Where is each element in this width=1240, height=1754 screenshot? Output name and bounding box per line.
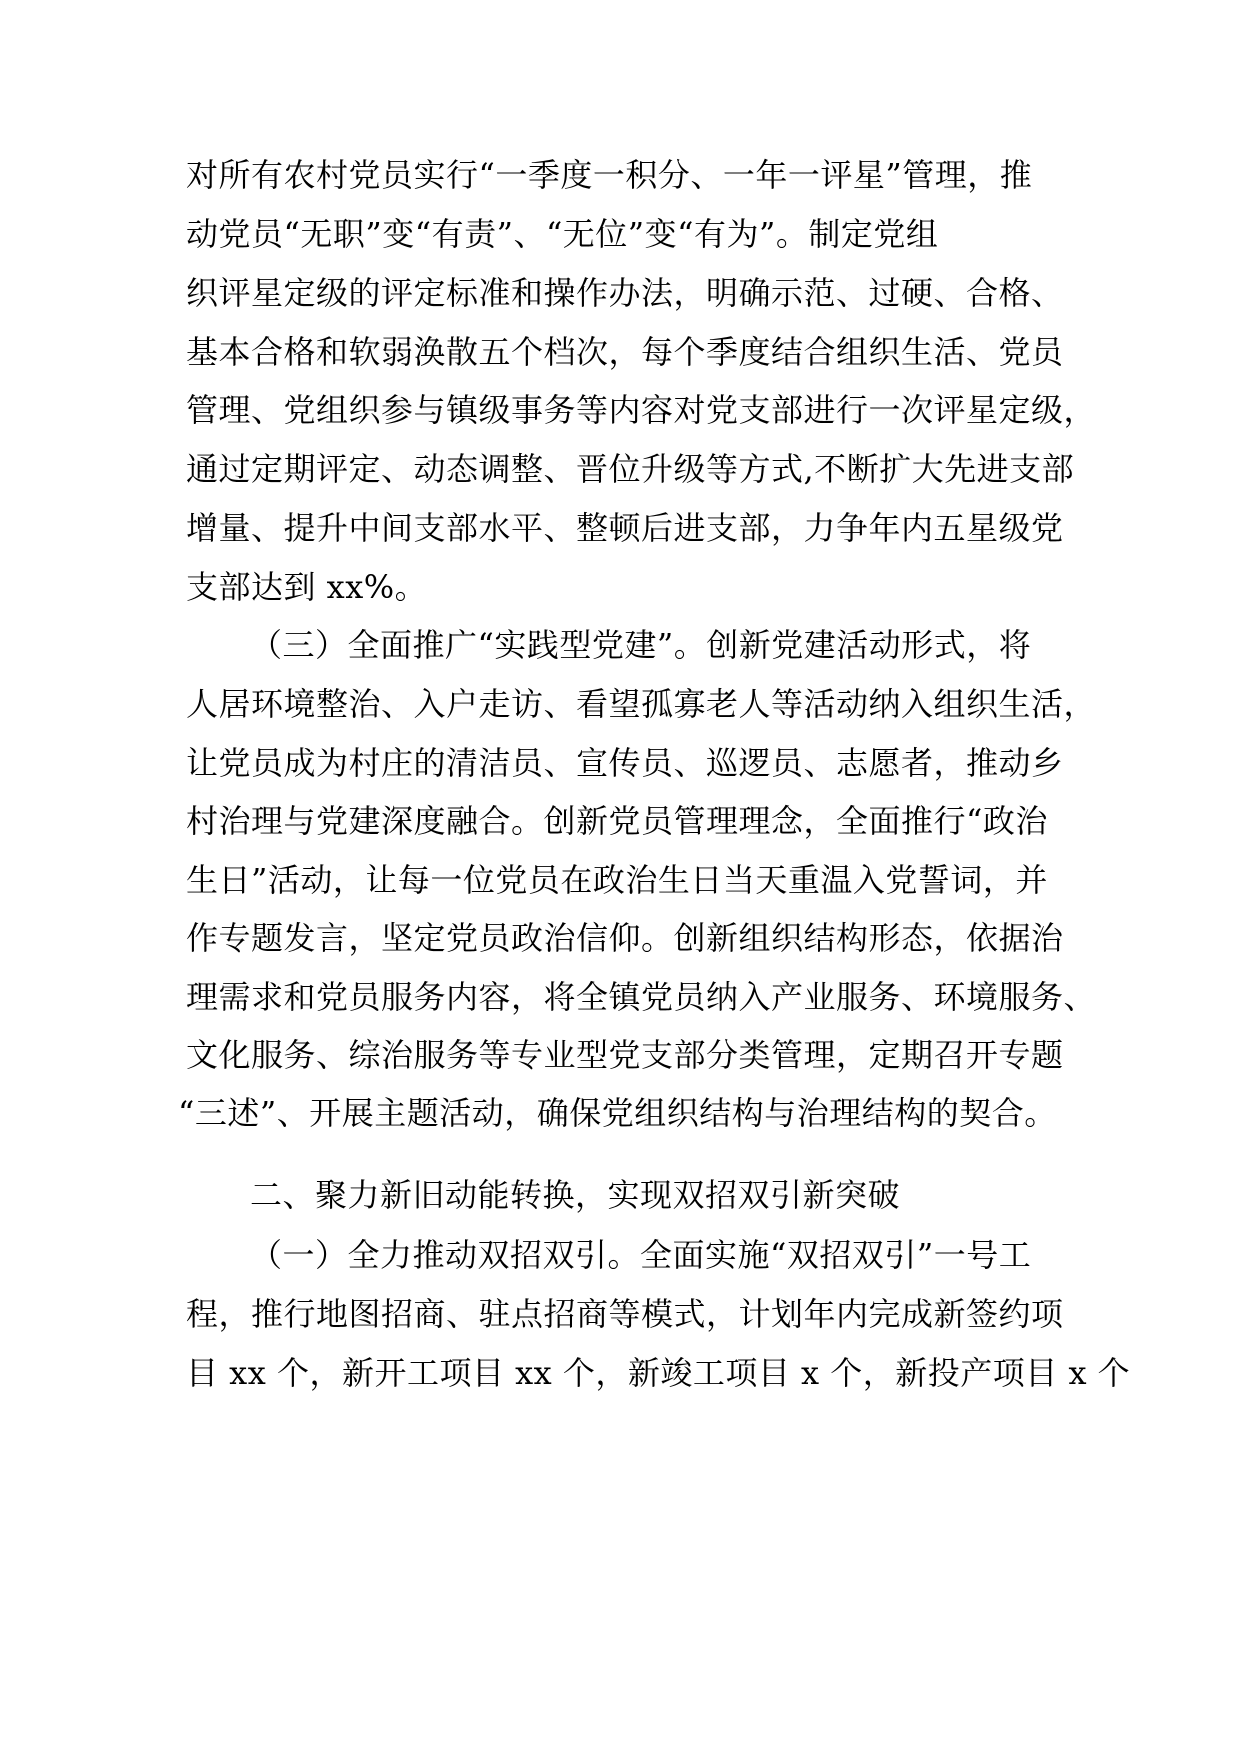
text-line: 通过定期评定、动态调整、晋位升级等方式,不断扩大先进支部: [186, 450, 1075, 488]
text-line: 文化服务、综治服务等专业型党支部分类管理，定期召开专题: [186, 1036, 1064, 1074]
text-line: （三）全面推广“实践型党建”。创新党建活动形式，将: [250, 626, 1032, 664]
text-line: （一）全力推动双招双引。全面实施“双招双引”一号工: [250, 1236, 1032, 1274]
text-line: 基本合格和软弱涣散五个档次，每个季度结合组织生活、党员: [186, 333, 1064, 371]
text-line: 增量、提升中间支部水平、整顿后进支部，力争年内五星级党: [186, 509, 1064, 547]
text-line: 人居环境整治、入户走访、看望孤寡老人等活动纳入组织生活，: [186, 685, 1097, 723]
text-line: 织评星定级的评定标准和操作办法，明确示范、过硬、合格、: [186, 274, 1064, 312]
text-line: 管理、党组织参与镇级事务等内容对党支部进行一次评星定级，: [186, 391, 1097, 429]
text-line: “三述”、开展主题活动，确保党组织结构与治理结构的契合。: [178, 1094, 1057, 1132]
text-line: 让党员成为村庄的清洁员、宣传员、巡逻员、志愿者，推动乡: [186, 744, 1064, 782]
text-line: 作专题发言，坚定党员政治信仰。创新组织结构形态，依据治: [186, 919, 1064, 957]
text-line: 对所有农村党员实行“一季度一积分、一年一评星”管理，推: [186, 156, 1033, 194]
text-line: 生日”活动，让每一位党员在政治生日当天重温入党誓词，并: [186, 861, 1048, 899]
section-heading: 二、聚力新旧动能转换，实现双招双引新突破: [250, 1176, 901, 1214]
text-line: 村治理与党建深度融合。创新党员管理理念，全面推行“政治: [186, 802, 1048, 840]
text-line: 理需求和党员服务内容，将全镇党员纳入产业服务、环境服务、: [186, 978, 1097, 1016]
text-line: 程，推行地图招商、驻点招商等模式，计划年内完成新签约项: [186, 1295, 1064, 1333]
text-line: 支部达到 xx%。: [186, 568, 428, 606]
text-line: 动党员“无职”变“有责”、“无位”变“有为”。制定党组: [186, 215, 939, 253]
text-line: 目 xx 个，新开工项目 xx 个，新竣工项目 x 个，新投产项目 x 个: [186, 1354, 1131, 1392]
